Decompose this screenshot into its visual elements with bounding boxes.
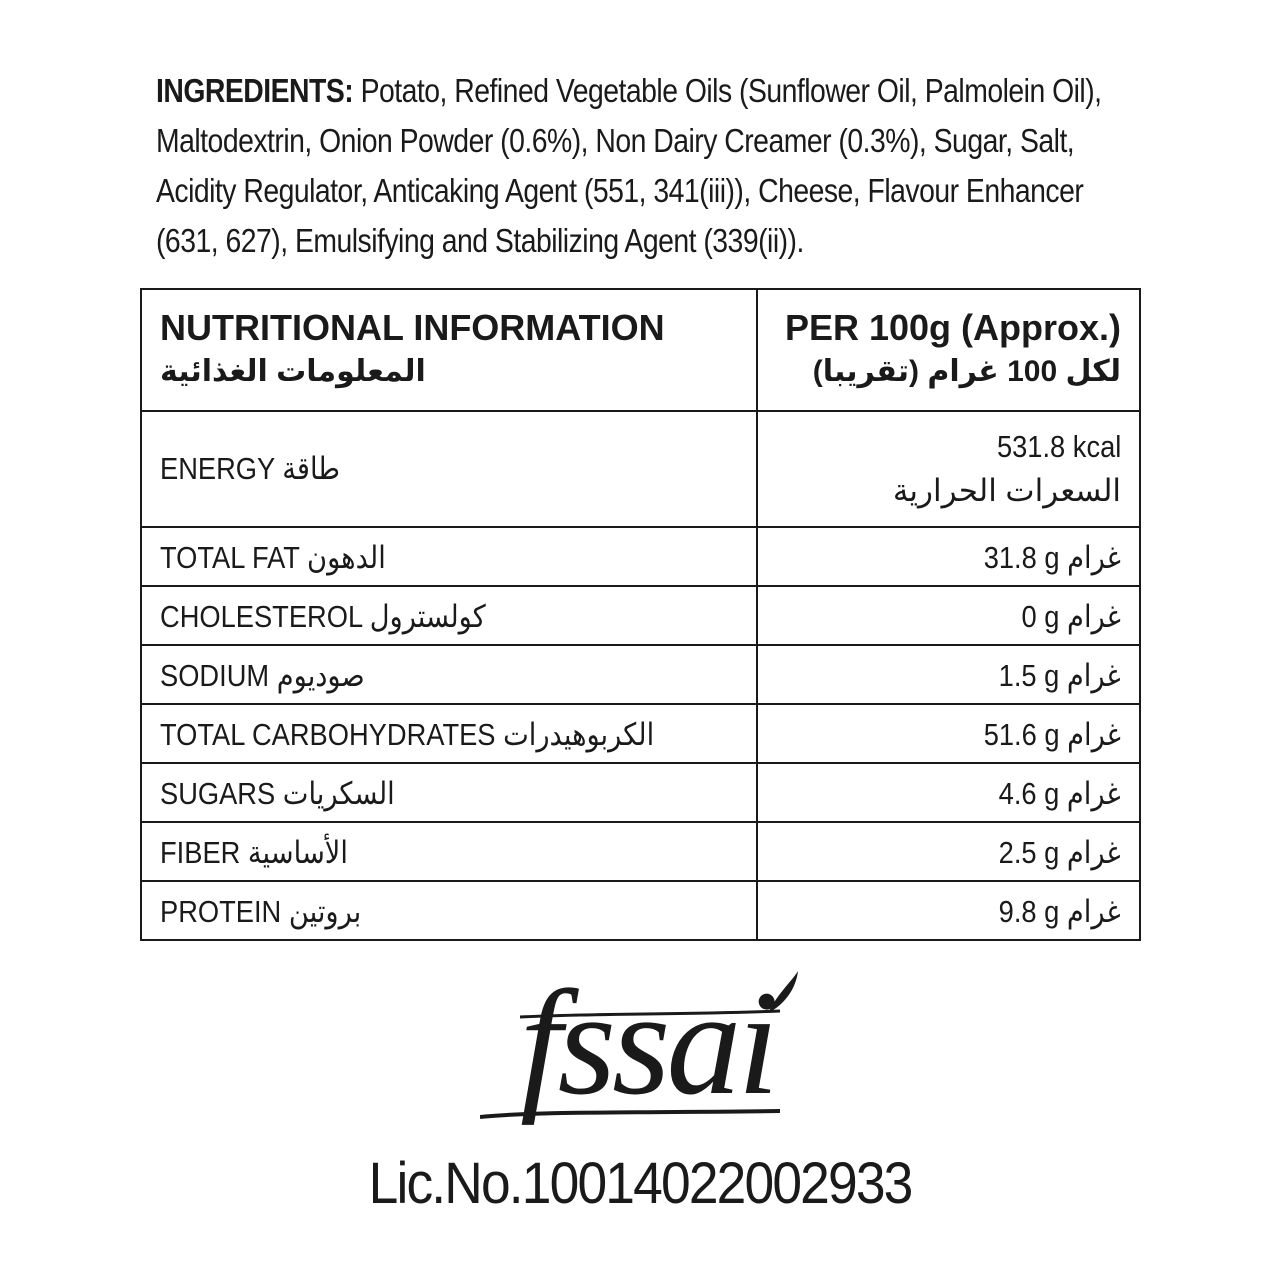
nutrition-row [141,527,1140,586]
nutrient-value: 0 g غرام [1021,598,1121,634]
nutrient-value: 2.5 g غرام [998,834,1121,870]
nutrition-row [141,586,1140,645]
per-100g-en: PER 100g (Approx.) [784,307,1121,348]
fssai-logo-text: fssai [520,965,776,1126]
energy-label: ENERGY طاقة [160,451,341,486]
nutrient-value: 1.5 g غرام [998,657,1121,693]
nutrition-row [141,645,1140,704]
ingredients-paragraph [156,66,1141,266]
nutrition-table [140,288,1141,941]
nutrition-row [141,704,1140,763]
nutrient-value: 9.8 g غرام [998,893,1121,929]
energy-value-ar: السعرات الحرارية [892,473,1121,508]
nutrient-label: FIBER الأساسية [160,834,348,870]
nutrition-header-row [141,289,1140,411]
nutrient-label: SODIUM صوديوم [160,657,365,693]
nutrition-row [141,822,1140,881]
energy-value: 531.8 kcal [996,429,1121,464]
license-number: Lic.No.10014022002933 [368,1151,912,1216]
nutrition-title-ar: المعلومات الغذائية [160,355,426,388]
ingredients-heading: INGREDIENTS: [156,72,354,109]
fssai-logo-icon [480,965,810,1135]
nutrition-row-energy [141,411,1140,527]
nutrient-label: PROTEIN بروتين [160,893,362,929]
nutrient-value: 51.6 g غرام [983,716,1121,752]
nutrition-row [141,763,1140,822]
nutrient-label: SUGARS السكريات [160,775,395,811]
nutrient-label: TOTAL FAT الدهون [160,539,386,575]
nutrition-row [141,881,1140,940]
nutrient-value: 31.8 g غرام [983,539,1121,575]
nutrient-label: CHOLESTEROL كولسترول [160,598,486,634]
per-100g-ar: لكل 100 غرام (تقريبا) [812,355,1121,388]
nutrient-label: TOTAL CARBOHYDRATES الكربوهيدرات [160,716,655,752]
nutrient-value: 4.6 g غرام [998,775,1121,811]
nutrition-title-en: NUTRITIONAL INFORMATION [160,307,665,348]
ingredients-text: Potato, Refined Vegetable Oils (Sunflower Oil, Palmolein Oil), Maltodextrin, Onion Powder (0.6%), Non Dairy Creamer (0.3%), Sugar, Salt, Acidity Regulator, Anticaking Agent (551, 341(iii)), Cheese, Flavour Enhancer (631, 627), Emulsifying and Stabilizing Agent (339(ii)). [156,72,1102,259]
